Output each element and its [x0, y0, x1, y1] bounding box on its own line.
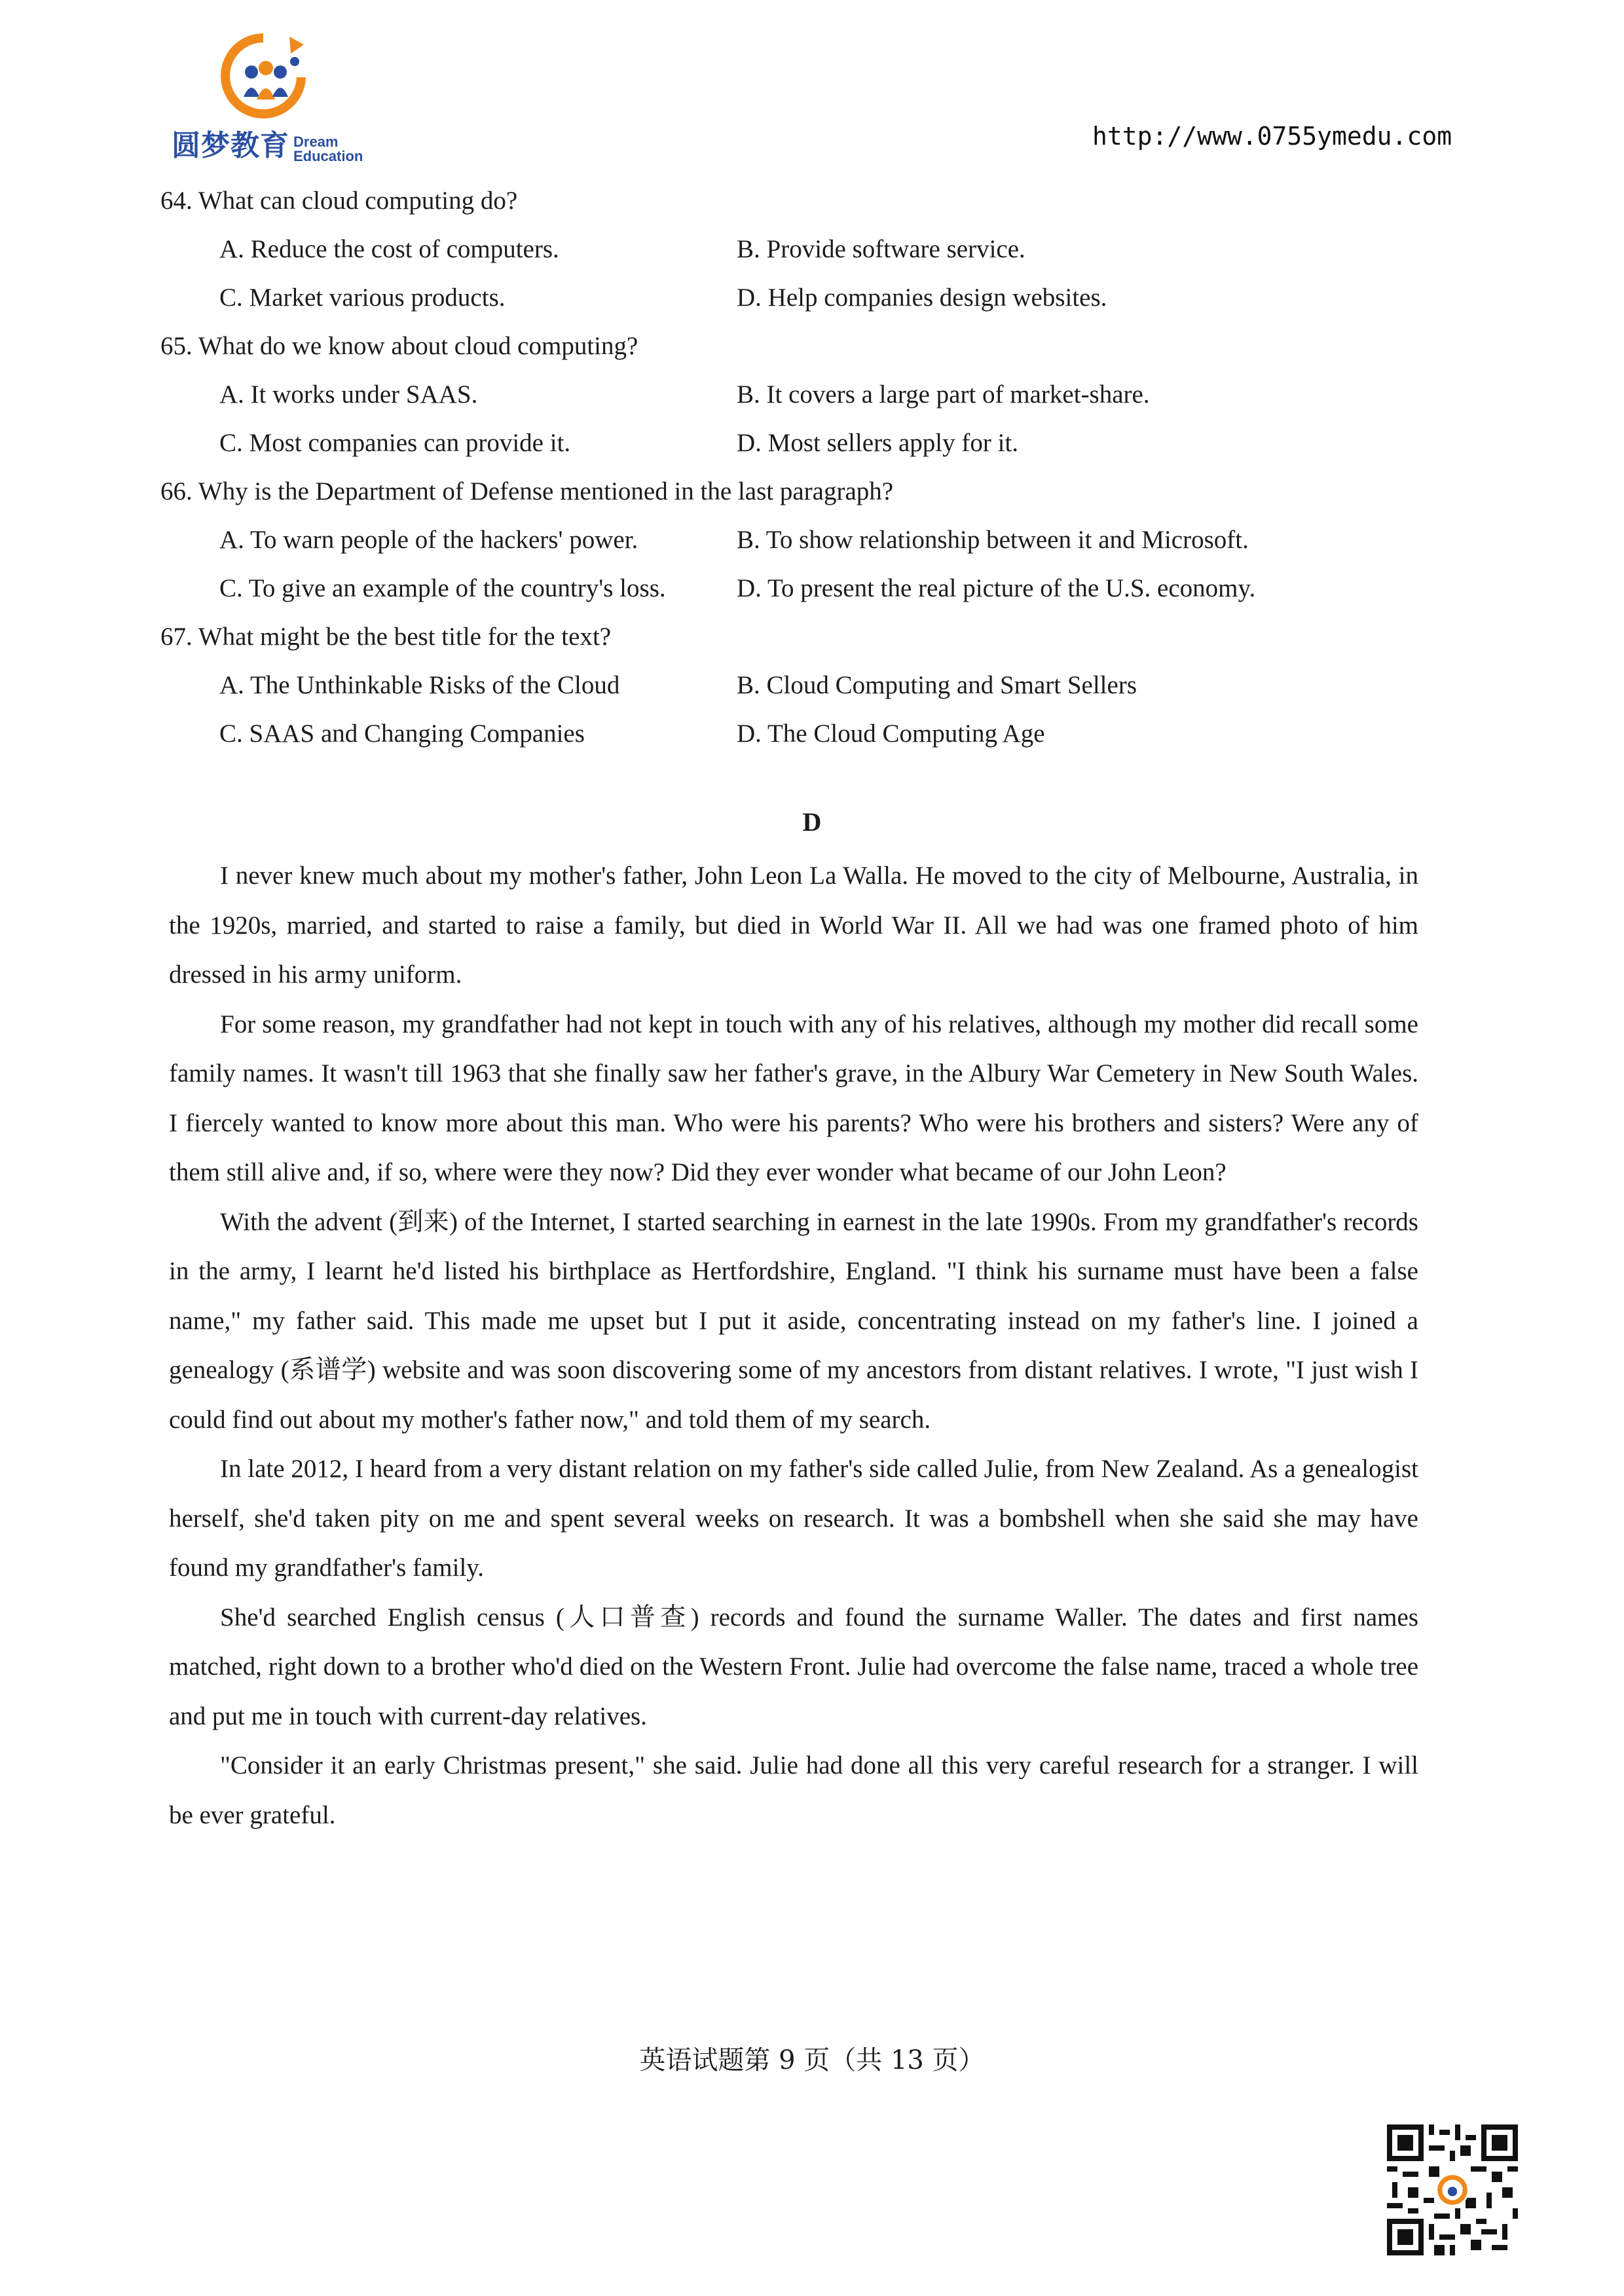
passage-body: [169, 851, 1418, 1840]
section-title: D: [802, 807, 822, 837]
logo-chinese-text: 圆梦教育: [172, 129, 289, 162]
option-grid: [160, 225, 1437, 322]
option-c: C. Market various products.: [219, 283, 506, 312]
option-grid: [160, 516, 1437, 613]
option-b: B. It covers a large part of market-share.: [737, 380, 1150, 409]
logo-emblem-icon: [217, 31, 309, 123]
logo-english-text: [293, 135, 363, 164]
question-66: [160, 467, 1437, 613]
question-stem: 67. What might be the best title for the text?: [160, 623, 612, 651]
question-65: [160, 322, 1437, 467]
question-list: [160, 177, 1437, 758]
option-c: C. SAAS and Changing Companies: [219, 720, 585, 748]
option-c: C. Most companies can provide it.: [219, 429, 571, 457]
question-stem: 64. What can cloud computing do?: [160, 187, 518, 215]
logo-english-line1: Dream: [293, 134, 339, 150]
option-d: D. To present the real picture of the U.S. economy.: [737, 574, 1256, 602]
passage-paragraph: For some reason, my grandfather had not kept in touch with any of his relatives, although my mother did recall some family names. It wasn't till 1963 that she finally saw her father's grave, in the Albury War Cemetery in New South Wales. I fiercely wanted to know more about this man. Who were his parents? Who were his brothers and sisters? Were any of them still alive and, if so, where were they now? Did they ever wonder what became of our John Leon?: [169, 1010, 1418, 1186]
option-a: A. The Unthinkable Risks of the Cloud: [219, 671, 620, 699]
option-d: D. Most sellers apply for it.: [737, 429, 1019, 457]
passage-paragraph: In late 2012, I heard from a very distant relation on my father's side called Julie, from New Zealand. As a genealogist herself, she'd taken pity on me and spent several weeks on research. It was a bombshell when she said she may have found my grandfather's family.: [169, 1455, 1418, 1582]
question-64: [160, 177, 1437, 322]
option-a: A. To warn people of the hackers' power.: [219, 526, 638, 554]
logo-english-line2: Education: [293, 148, 363, 164]
page-footer: 英语试题第 9 页（共 13 页）: [639, 2045, 985, 2075]
option-grid: [160, 371, 1437, 467]
question-stem: 66. Why is the Department of Defense mentioned in the last paragraph?: [160, 477, 894, 505]
header-url: http://www.0755ymedu.com: [1092, 122, 1452, 151]
option-a: A. Reduce the cost of computers.: [219, 235, 559, 263]
qr-code-icon: [1387, 2124, 1518, 2255]
option-b: B. Cloud Computing and Smart Sellers: [737, 671, 1137, 699]
question-stem: 65. What do we know about cloud computing?: [160, 332, 638, 360]
option-d: D. Help companies design websites.: [737, 283, 1107, 312]
option-c: C. To give an example of the country's loss.: [219, 574, 666, 602]
option-grid: [160, 661, 1437, 758]
option-b: B. Provide software service.: [737, 235, 1025, 263]
option-b: B. To show relationship between it and Microsoft.: [737, 526, 1249, 554]
option-a: A. It works under SAAS.: [219, 380, 478, 409]
option-d: D. The Cloud Computing Age: [737, 720, 1045, 748]
question-67: [160, 613, 1437, 758]
passage-paragraph: "Consider it an early Christmas present," she said. Julie had done all this very careful research for a stranger. I will be ever grateful.: [169, 1751, 1418, 1829]
passage-paragraph: She'd searched English census (人口普查) records and found the surname Waller. The dates and first names matched, right down to a brother who'd died on the Western Front. Julie had overcome the false name, traced a whole tree and put me in touch with current-day relatives.: [169, 1603, 1418, 1730]
brand-logo: [172, 31, 381, 162]
passage-paragraph: With the advent (到来) of the Internet, I started searching in earnest in the late 1990s. From my grandfather's records in the army, I learnt he'd listed his birthplace as Hertfordshire, England. "I think his surname must have been a false name," my father said. This made me upset but I put it aside, concentrating instead on my father's line. I joined a genealogy (系谱学) website and was soon discovering some of my ancestors from distant relatives. I wrote, "I just wish I could find out about my mother's father now," and told them of my search.: [169, 1207, 1418, 1434]
passage-paragraph: I never knew much about my mother's father, John Leon La Walla. He moved to the city of Melbourne, Australia, in the 1920s, married, and started to raise a family, but died in World War II. All we had was one framed photo of him dressed in his army uniform.: [169, 862, 1418, 989]
